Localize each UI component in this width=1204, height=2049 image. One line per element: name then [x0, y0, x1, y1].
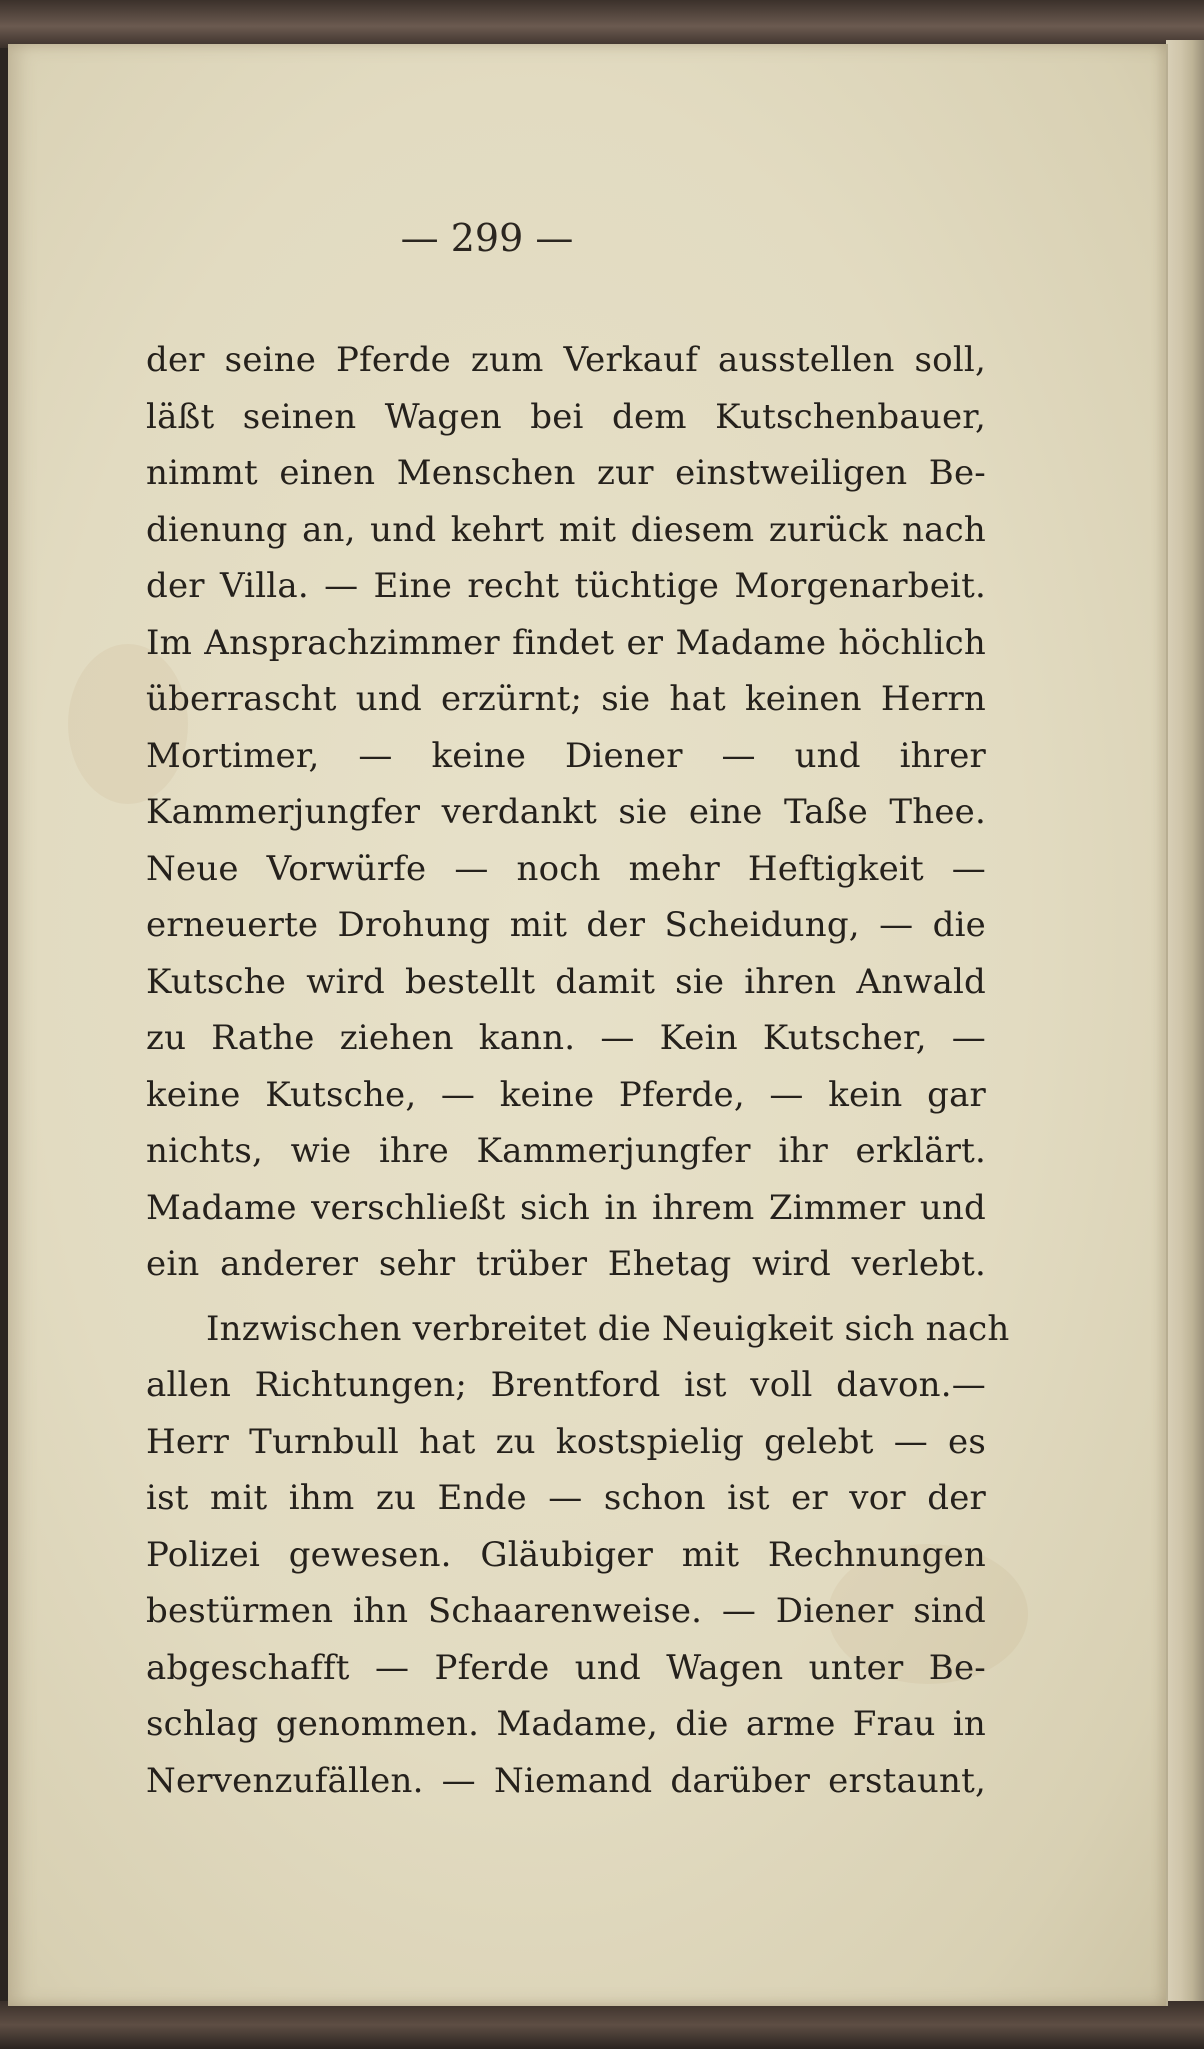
book-edge-right — [1166, 40, 1204, 2010]
text-line: Herr Turnbull hat zu kostspielig gelebt — es — [146, 1421, 986, 1462]
text-line: ist mit ihm zu Ende — schon ist er vor der — [146, 1478, 986, 1518]
text-line: schlag genommen. Madame, die arme Frau in — [146, 1704, 986, 1744]
text-line: Kutsche wird bestellt damit sie ihren Anwald — [146, 961, 986, 1002]
book-edge-top — [0, 0, 1204, 48]
text-line: überrascht und erzürnt; sie hat keinen Herrn — [146, 679, 986, 719]
text-line: dienung an, und kehrt mit diesem zurück nach — [146, 509, 986, 550]
text-line: bestürmen ihn Schaarenweise. — Diener sind — [146, 1591, 986, 1631]
text-line: nimmt einen Menschen zur einstweiligen Be- — [146, 453, 986, 493]
text-line: allen Richtungen; Brentford ist voll davon.— — [146, 1365, 986, 1405]
text-line: nichts, wie ihre Kammerjungfer ihr erklärt. — [146, 1131, 986, 1171]
text-line: läßt seinen Wagen bei dem Kutschenbauer, — [146, 396, 986, 437]
text-line: Polizei gewesen. Gläubiger mit Rechnungen — [146, 1534, 986, 1575]
book-edge-bottom — [0, 2001, 1204, 2049]
text-line: Im Ansprachzimmer findet er Madame höchlich — [146, 622, 986, 663]
text-line: Inzwischen verbreitet die Neuigkeit sich nach — [206, 1308, 1010, 1349]
text-line: der seine Pferde zum Verkauf ausstellen soll, — [146, 340, 986, 380]
text-line: zu Rathe ziehen kann. — Kein Kutscher, — — [146, 1018, 986, 1058]
page-paper — [8, 44, 1168, 2006]
text-line: erneuerte Drohung mit der Scheidung, — die — [146, 905, 986, 945]
body-text — [146, 332, 1010, 1809]
text-line: der Villa. — Eine recht tüchtige Morgenarbeit. — [146, 566, 986, 606]
text-line: Kammerjungfer verdankt sie eine Taße Thee. — [146, 792, 986, 832]
text-line: Madame verschließt sich in ihrem Zimmer und — [146, 1187, 986, 1228]
paragraph-1 — [146, 332, 986, 1293]
text-line: Mortimer, — keine Diener — und ihrer — [146, 735, 986, 776]
text-line: keine Kutsche, — keine Pferde, — kein gar — [146, 1074, 986, 1115]
text-line: ein anderer sehr trüber Ehetag wird verlebt. — [146, 1244, 986, 1284]
text-line: Neue Vorwürfe — noch mehr Heftigkeit — — [146, 848, 986, 889]
text-line: Nervenzufällen. — Niemand darüber erstaunt, — [146, 1760, 986, 1801]
text-line: abgeschafft — Pferde und Wagen unter Be- — [146, 1647, 986, 1688]
paragraph-gap — [146, 1293, 986, 1301]
page-number: — 299 — — [400, 216, 574, 260]
paragraph-2 — [146, 1301, 1010, 1810]
